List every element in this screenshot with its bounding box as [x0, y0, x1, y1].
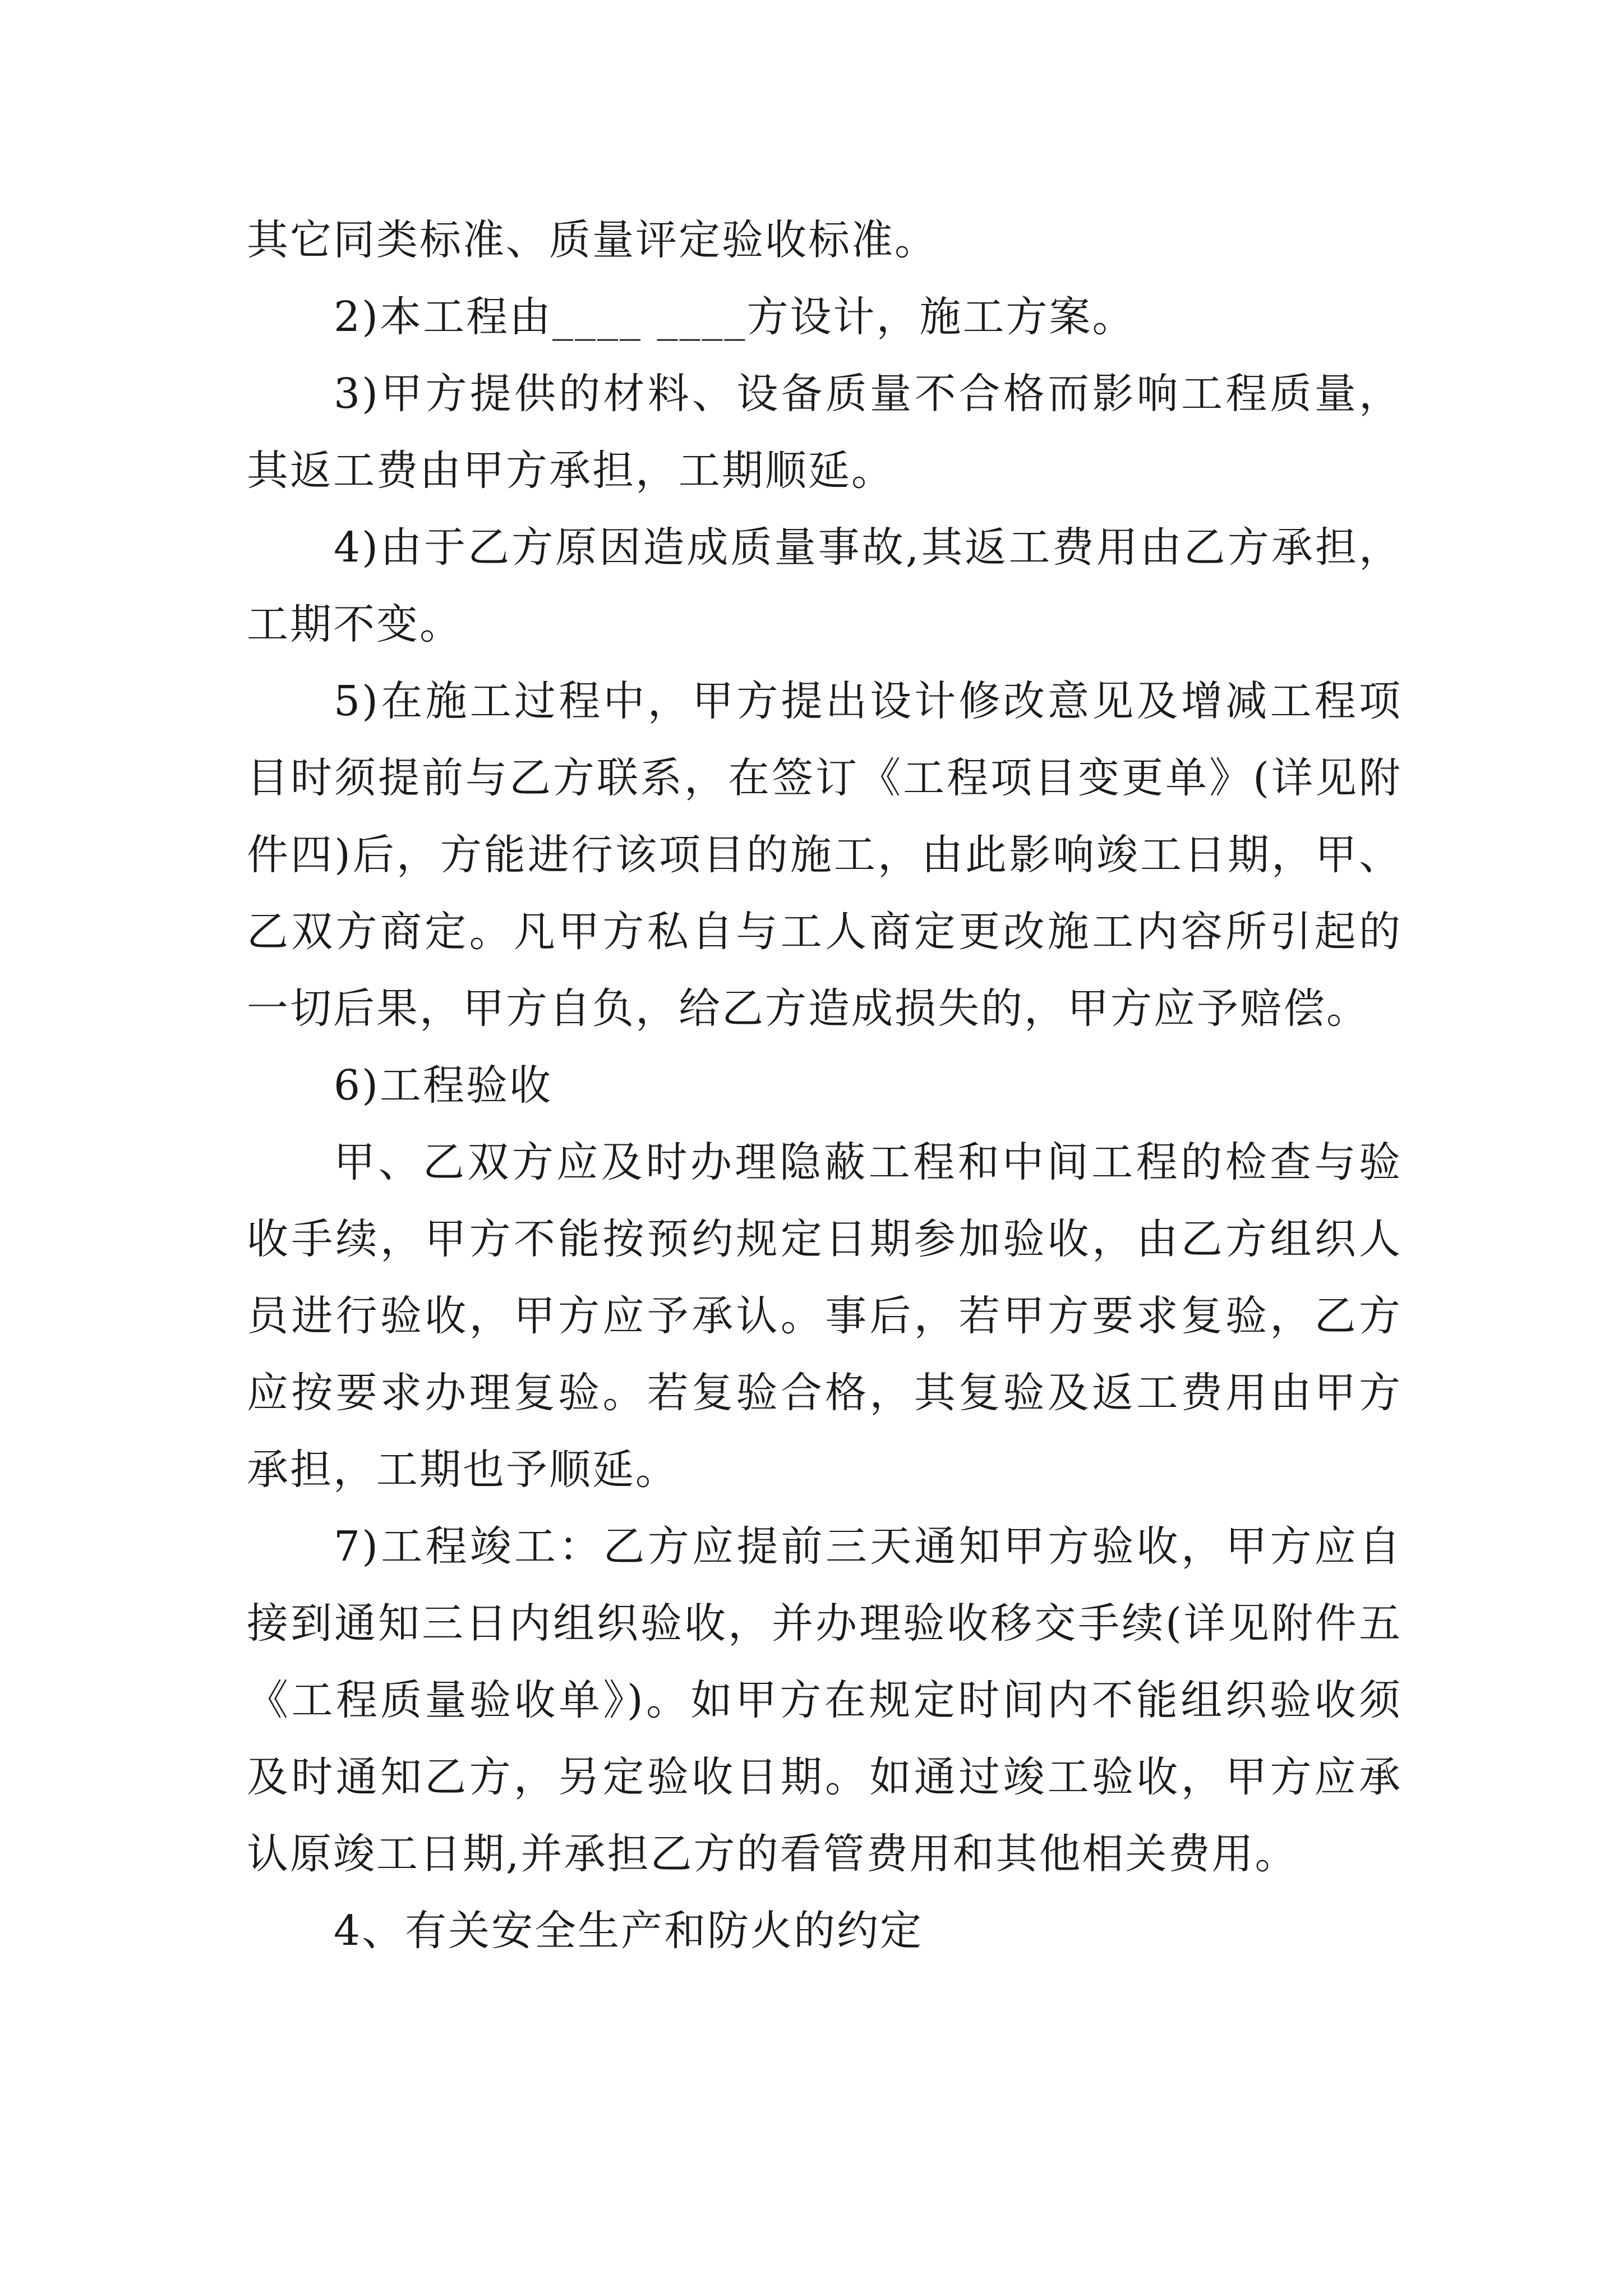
clause-3: 3)甲方提供的材料、设备质量不合格而影响工程质量，其返工费由甲方承担，工期顺延。	[247, 370, 1402, 495]
clause-5: 5)在施工过程中，甲方提出设计修改意见及增减工程项目时须提前与乙方联系，在签订《工程项目变更单》(详见附件四)后，方能进行该项目的施工，由此影响竣工日期，甲、乙双方商定。凡甲方私自与工人商定更改施工内容所引起的一切后果，甲方自负，给乙方造成损失的，甲方应予赔偿。	[247, 677, 1402, 1033]
clause-6-body: 甲、乙双方应及时办理隐蔽工程和中间工程的检查与验收手续，甲方不能按预约规定日期参加验收，由乙方组织人员进行验收，甲方应予承认。事后，若甲方要求复验，乙方应按要求办理复验。若复验合格，其复验及返工费用由甲方承担，工期也予顺延。	[247, 1138, 1402, 1494]
clause-2: 2)本工程由____ ____方设计，施工方案。	[334, 293, 1136, 341]
section-4-heading: 4、有关安全生产和防火的约定	[334, 1907, 924, 1955]
paragraph-continuation: 其它同类标准、质量评定验收标准。	[247, 216, 938, 264]
document-body	[247, 202, 1402, 1970]
clause-4: 4)由于乙方原因造成质量事故,其返工费用由乙方承担，工期不变。	[247, 523, 1402, 648]
clause-6-heading: 6)工程验收	[334, 1061, 552, 1110]
clause-7: 7)工程竣工：乙方应提前三天通知甲方验收，甲方应自接到通知三日内组织验收，并办理验收移交手续(详见附件五《工程质量验收单》)。如甲方在规定时间内不能组织验收须及时通知乙方，另定验收日期。如通过竣工验收，甲方应承认原竣工日期,并承担乙方的看管费用和其他相关费用。	[247, 1522, 1402, 1878]
